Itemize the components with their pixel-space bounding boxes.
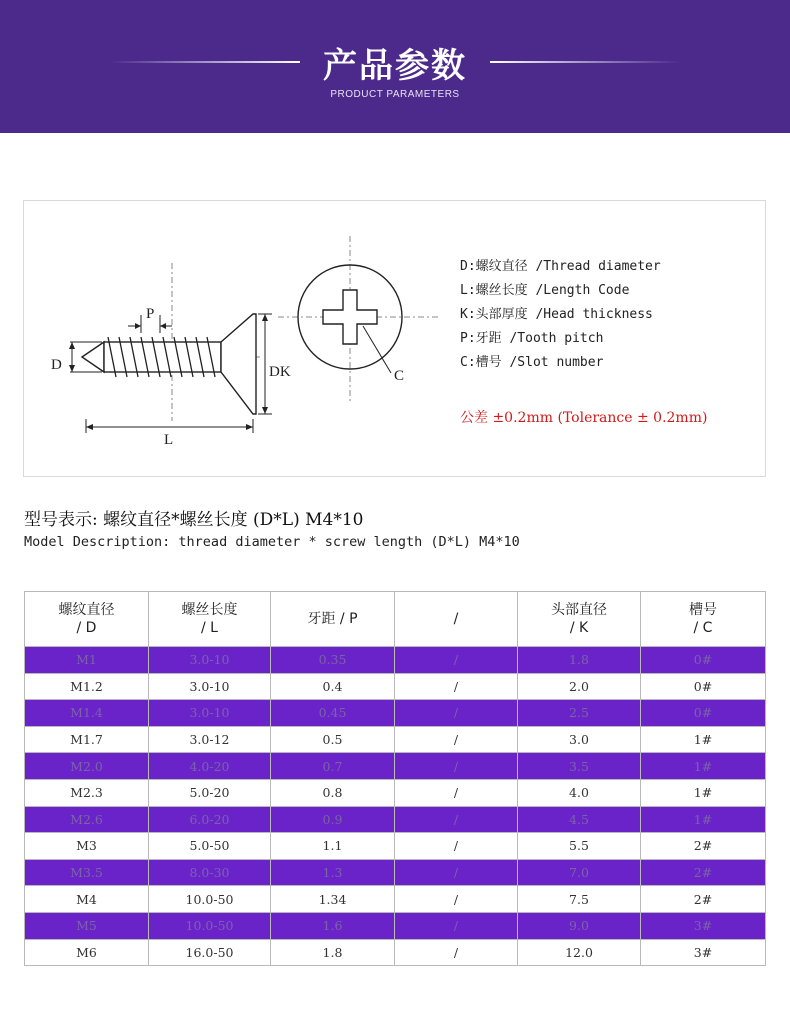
cell-blank: / [395, 833, 518, 860]
cell-blank: / [395, 647, 518, 674]
cell-pitch: 0.35 [271, 647, 395, 674]
cell-screw-length: 8.0-30 [149, 859, 271, 886]
cell-pitch: 0.7 [271, 753, 395, 780]
table-row [25, 779, 766, 806]
cell-screw-length: 5.0-20 [149, 779, 271, 806]
cell-blank: / [395, 939, 518, 966]
spec-table [24, 591, 766, 966]
cell-thread-diameter: M2.6 [25, 806, 149, 833]
cell-pitch: 1.8 [271, 939, 395, 966]
header-screw-length: 螺丝长度 / L [149, 592, 271, 647]
head-diameter-label: DK [269, 364, 291, 380]
cell-slot: 2# [641, 886, 766, 913]
legend-item-diameter: D:螺纹直径 /Thread diameter [460, 259, 661, 274]
cell-head-diameter: 7.0 [518, 859, 641, 886]
header-thread-diameter: 螺纹直径 / D [25, 592, 149, 647]
cell-screw-length: 16.0-50 [149, 939, 271, 966]
cell-slot: 1# [641, 753, 766, 780]
table-row [25, 886, 766, 913]
cell-slot: 1# [641, 806, 766, 833]
slot-label: C [394, 368, 405, 384]
header-banner [0, 0, 790, 133]
cell-head-diameter: 4.0 [518, 779, 641, 806]
model-description-cn: 型号表示: 螺纹直径*螺丝长度 (D*L) M4*10 [24, 510, 364, 530]
cell-thread-diameter: M5 [25, 912, 149, 939]
cell-thread-diameter: M2.0 [25, 753, 149, 780]
header-pitch: 牙距 / P [271, 592, 395, 647]
table-row [25, 859, 766, 886]
legend-item-length: L:螺丝长度 /Length Code [460, 283, 630, 298]
cell-pitch: 1.34 [271, 886, 395, 913]
header-head-diameter: 头部直径 / K [518, 592, 641, 647]
table-row [25, 700, 766, 727]
cell-screw-length: 3.0-10 [149, 647, 271, 674]
length-label: L [164, 432, 174, 448]
cell-pitch: 0.4 [271, 673, 395, 700]
cell-head-diameter: 9.0 [518, 912, 641, 939]
cell-pitch: 0.9 [271, 806, 395, 833]
page-title: 产品参数 [323, 46, 467, 86]
cell-blank: / [395, 673, 518, 700]
cell-pitch: 1.3 [271, 859, 395, 886]
cell-screw-length: 3.0-10 [149, 673, 271, 700]
cell-head-diameter: 2.0 [518, 673, 641, 700]
dimension-legend [460, 257, 661, 377]
cell-head-diameter: 12.0 [518, 939, 641, 966]
table-row [25, 912, 766, 939]
table-header-row [25, 592, 766, 647]
cell-slot: 0# [641, 673, 766, 700]
table-row [25, 806, 766, 833]
cell-thread-diameter: M2.3 [25, 779, 149, 806]
cell-head-diameter: 1.8 [518, 647, 641, 674]
cell-thread-diameter: M4 [25, 886, 149, 913]
cell-thread-diameter: M6 [25, 939, 149, 966]
table-row [25, 833, 766, 860]
cell-head-diameter: 5.5 [518, 833, 641, 860]
cell-blank: / [395, 779, 518, 806]
cell-slot: 3# [641, 939, 766, 966]
cell-head-diameter: 4.5 [518, 806, 641, 833]
table-row [25, 647, 766, 674]
cell-blank: / [395, 912, 518, 939]
cell-slot: 1# [641, 779, 766, 806]
cell-slot: 0# [641, 647, 766, 674]
cell-thread-diameter: M1.7 [25, 726, 149, 753]
cell-blank: / [395, 726, 518, 753]
cell-screw-length: 5.0-50 [149, 833, 271, 860]
cell-thread-diameter: M3 [25, 833, 149, 860]
legend-item-pitch: P:牙距 /Tooth pitch [460, 331, 604, 346]
cell-screw-length: 3.0-12 [149, 726, 271, 753]
table-row [25, 753, 766, 780]
cell-slot: 1# [641, 726, 766, 753]
legend-item-head-thickness: K:头部厚度 /Head thickness [460, 307, 653, 322]
cell-thread-diameter: M1.2 [25, 673, 149, 700]
table-row [25, 726, 766, 753]
cell-slot: 2# [641, 833, 766, 860]
model-description-en: Model Description: thread diameter * screw length (D*L) M4*10 [24, 534, 520, 550]
cell-blank: / [395, 806, 518, 833]
cell-slot: 0# [641, 700, 766, 727]
cell-pitch: 1.6 [271, 912, 395, 939]
cell-screw-length: 6.0-20 [149, 806, 271, 833]
cell-screw-length: 10.0-50 [149, 912, 271, 939]
cell-blank: / [395, 886, 518, 913]
cell-screw-length: 4.0-20 [149, 753, 271, 780]
cell-blank: / [395, 753, 518, 780]
cell-head-diameter: 3.0 [518, 726, 641, 753]
legend-item-slot: C:槽号 /Slot number [460, 355, 604, 370]
pitch-label: P [146, 306, 155, 322]
cell-pitch: 0.45 [271, 700, 395, 727]
diameter-label: D [51, 357, 62, 373]
cell-blank: / [395, 859, 518, 886]
header-slot: 槽号 / C [641, 592, 766, 647]
cell-screw-length: 3.0-10 [149, 700, 271, 727]
cell-head-diameter: 2.5 [518, 700, 641, 727]
cell-thread-diameter: M1.4 [25, 700, 149, 727]
cell-thread-diameter: M3.5 [25, 859, 149, 886]
banner-divider-right [490, 61, 680, 63]
cell-head-diameter: 7.5 [518, 886, 641, 913]
header-blank: / [395, 592, 518, 647]
table-row [25, 939, 766, 966]
cell-slot: 2# [641, 859, 766, 886]
page-subtitle: PRODUCT PARAMETERS [330, 89, 460, 100]
cell-slot: 3# [641, 912, 766, 939]
cell-pitch: 0.5 [271, 726, 395, 753]
table-row [25, 673, 766, 700]
cell-pitch: 0.8 [271, 779, 395, 806]
cell-pitch: 1.1 [271, 833, 395, 860]
tolerance-note: 公差 ±0.2mm (Tolerance ± 0.2mm) [460, 410, 708, 426]
screw-diagram-panel [23, 200, 766, 477]
cell-blank: / [395, 700, 518, 727]
cell-thread-diameter: M1 [25, 647, 149, 674]
cell-screw-length: 10.0-50 [149, 886, 271, 913]
cell-head-diameter: 3.5 [518, 753, 641, 780]
